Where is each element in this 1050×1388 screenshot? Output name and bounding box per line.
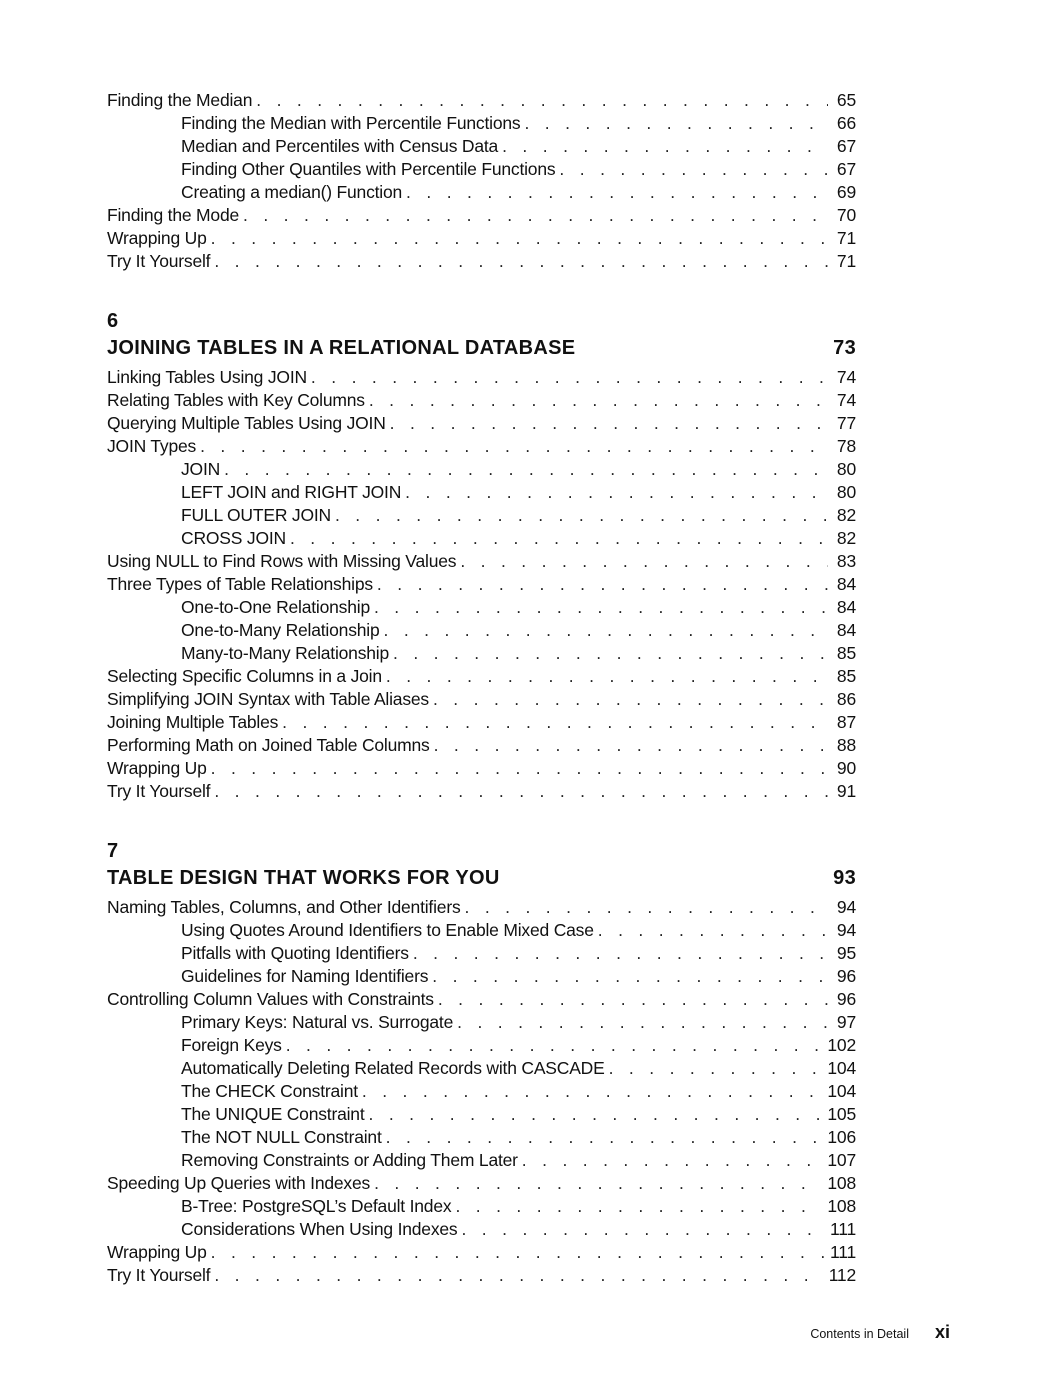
toc-entry-title: Finding Other Quantiles with Percentile Functions [181,159,556,179]
dot-leader [290,527,828,550]
dot-leader [384,619,829,642]
toc-entry-title: Joining Multiple Tables [107,712,279,732]
toc-entry-title: Creating a median() Function [181,182,403,202]
toc-entry-title: Automatically Deleting Related Records with CASCADE [181,1058,605,1078]
dot-leader [455,1195,821,1218]
toc-entry-page: 108 [827,1196,856,1216]
toc-entry [107,504,856,527]
toc-entry-title: CROSS JOIN [181,528,286,548]
toc-entry-page: 80 [836,459,856,479]
chapter-title: JOINING TABLES IN A RELATIONAL DATABASE [107,337,576,359]
toc-entry-title: Wrapping Up [107,228,207,248]
toc-entry-page: 85 [836,666,856,686]
dot-leader [369,1103,822,1126]
toc-entry-title: Wrapping Up [107,758,207,778]
toc-entry-page: 104 [827,1058,856,1078]
toc-entry [107,757,856,780]
toc-entry-page: 66 [836,113,856,133]
dot-leader [211,757,828,780]
toc-entry-page: 94 [836,897,856,917]
toc-entry-page: 112 [828,1265,856,1285]
dot-leader [432,965,828,988]
chapter-heading [107,333,856,363]
toc-entry-page: 105 [827,1104,856,1124]
toc-entry-title: Many-to-Many Relationship [181,643,390,663]
toc-entry-title: Finding the Median [107,90,253,110]
dot-leader [598,919,828,942]
toc-entry-page: 95 [836,943,856,963]
toc-entry [107,1080,856,1103]
chapter-page-number: 73 [833,337,856,359]
toc-entry-title: Considerations When Using Indexes [181,1219,458,1239]
dot-leader [374,596,828,619]
dot-leader [393,642,828,665]
toc-entry [107,1241,856,1264]
running-footer-label: Contents in Detail [810,1327,909,1341]
toc-entry [107,250,856,273]
toc-entry-title: Performing Math on Joined Table Columns [107,735,430,755]
toc-entry [107,642,856,665]
toc-entry-page: 77 [836,413,856,433]
page-footer [810,1322,950,1343]
toc-entry-page: 74 [836,367,856,387]
toc-section [107,89,856,273]
toc-entry [107,942,856,965]
dot-leader [457,1011,828,1034]
toc-entry [107,366,856,389]
toc-entry-title: Wrapping Up [107,1242,207,1262]
toc-entry-title: Relating Tables with Key Columns [107,390,365,410]
dot-leader [377,573,828,596]
toc-entry [107,1172,856,1195]
toc-entry-page: 84 [836,574,856,594]
toc-entry-title: Try It Yourself [107,251,211,271]
dot-leader [406,181,828,204]
toc-entry-title: FULL OUTER JOIN [181,505,331,525]
toc-entry [107,780,856,803]
toc-entry-page: 84 [836,620,856,640]
toc-section [107,839,856,1287]
dot-leader [282,711,828,734]
dot-leader [214,1264,822,1287]
dot-leader [609,1057,822,1080]
chapter-number: 7 [107,840,119,862]
dot-leader [405,481,828,504]
dot-leader [390,412,828,435]
toc-entry-page: 85 [836,643,856,663]
toc-entry [107,135,856,158]
toc-entry [107,227,856,250]
toc-entry-page: 82 [836,528,856,548]
dot-leader [362,1080,821,1103]
toc-entry-page: 96 [836,989,856,1009]
toc-entry-page: 88 [836,735,856,755]
dot-leader [438,988,828,1011]
dot-leader [386,1126,822,1149]
toc-entry-title: JOIN [181,459,221,479]
toc-entry-title: Median and Percentiles with Census Data [181,136,499,156]
toc-entry-title: JOIN Types [107,436,197,456]
dot-leader [243,204,828,227]
toc-entry-title: One-to-One Relationship [181,597,370,617]
chapter-page-number: 93 [833,867,856,889]
toc-entry-title: Try It Yourself [107,1265,211,1285]
toc-entry-page: 97 [836,1012,856,1032]
dot-leader [311,366,828,389]
toc-entry [107,596,856,619]
dot-leader [502,135,828,158]
toc-entry [107,1034,856,1057]
toc-entry-page: 71 [836,251,856,271]
toc-entry-title: The CHECK Constraint [181,1081,358,1101]
toc-entry-page: 111 [829,1219,856,1239]
toc-entry-title: Simplifying JOIN Syntax with Table Aliases [107,689,429,709]
toc-entry-page: 108 [827,1173,856,1193]
toc-entry-page: 67 [836,136,856,156]
toc-entry-title: Pitfalls with Quoting Identifiers [181,943,409,963]
toc-entry [107,965,856,988]
toc-entry-title: Finding the Median with Percentile Functions [181,113,521,133]
dot-leader [460,550,828,573]
toc-entry [107,112,856,135]
toc-entry-page: 70 [836,205,856,225]
toc-entry [107,527,856,550]
dot-leader [465,896,829,919]
toc-entry [107,1103,856,1126]
toc-entry-page: 78 [836,436,856,456]
toc-entry [107,204,856,227]
toc-entry-title: Using Quotes Around Identifiers to Enable Mixed Case [181,920,594,940]
toc-entry-page: 87 [836,712,856,732]
toc-entry-title: One-to-Many Relationship [181,620,380,640]
toc-entry [107,734,856,757]
dot-leader [256,89,828,112]
toc-entry-page: 65 [836,90,856,110]
toc-entry [107,181,856,204]
toc-entry-page: 74 [836,390,856,410]
toc-entry [107,1195,856,1218]
toc-entry [107,573,856,596]
toc-entry-page: 106 [827,1127,856,1147]
toc-entry-page: 71 [836,228,856,248]
toc-entry-page: 69 [836,182,856,202]
dot-leader [211,1241,824,1264]
toc-entry-page: 84 [836,597,856,617]
toc-entry-title: Selecting Specific Columns in a Join [107,666,382,686]
toc-entry-title: Linking Tables Using JOIN [107,367,307,387]
toc-entry-page: 104 [827,1081,856,1101]
toc-entry-title: Using NULL to Find Rows with Missing Values [107,551,457,571]
table-of-contents [107,89,856,1287]
toc-entry-page: 80 [836,482,856,502]
toc-entry-page: 91 [836,781,856,801]
toc-entry-title: Guidelines for Naming Identifiers [181,966,429,986]
toc-entry-page: 111 [829,1242,856,1262]
toc-entry-page: 96 [836,966,856,986]
toc-entry [107,988,856,1011]
toc-entry-title: Querying Multiple Tables Using JOIN [107,413,386,433]
dot-leader [413,942,828,965]
dot-leader [461,1218,824,1241]
chapter-heading [107,863,856,893]
toc-entry [107,89,856,112]
chapter-number: 6 [107,310,119,332]
toc-entry-page: 107 [827,1150,856,1170]
dot-leader [214,250,828,273]
toc-entry-title: LEFT JOIN and RIGHT JOIN [181,482,402,502]
dot-leader [224,458,828,481]
toc-entry [107,688,856,711]
toc-entry [107,896,856,919]
dot-leader [214,780,828,803]
toc-entry [107,1057,856,1080]
dot-leader [369,389,828,412]
toc-entry-title: Speeding Up Queries with Indexes [107,1173,371,1193]
page-number: xi [934,1322,950,1342]
toc-entry [107,1149,856,1172]
toc-entry-title: Primary Keys: Natural vs. Surrogate [181,1012,454,1032]
toc-section [107,309,856,803]
toc-entry [107,481,856,504]
toc-entry-title: Naming Tables, Columns, and Other Identifiers [107,897,461,917]
toc-entry [107,665,856,688]
toc-entry-title: Three Types of Table Relationships [107,574,373,594]
toc-entry-page: 102 [827,1035,856,1055]
dot-leader [200,435,828,458]
toc-entry [107,435,856,458]
toc-entry [107,1126,856,1149]
toc-entry-page: 90 [836,758,856,778]
toc-entry-page: 83 [836,551,856,571]
toc-entry [107,412,856,435]
dot-leader [374,1172,821,1195]
toc-entry-page: 94 [836,920,856,940]
toc-entry [107,458,856,481]
dot-leader [522,1149,822,1172]
toc-entry [107,1218,856,1241]
toc-entry [107,1011,856,1034]
dot-leader [524,112,828,135]
dot-leader [434,734,828,757]
toc-entry-page: 86 [836,689,856,709]
dot-leader [286,1034,822,1057]
toc-entry [107,711,856,734]
dot-leader [335,504,828,527]
toc-entry-page: 67 [836,159,856,179]
toc-entry [107,389,856,412]
toc-entry-title: Removing Constraints or Adding Them Later [181,1150,518,1170]
toc-entry-page: 82 [836,505,856,525]
toc-entry-title: Foreign Keys [181,1035,282,1055]
toc-entry-title: Controlling Column Values with Constraints [107,989,434,1009]
dot-leader [559,158,828,181]
toc-entry [107,919,856,942]
dot-leader [433,688,828,711]
dot-leader [386,665,828,688]
toc-entry-title: The NOT NULL Constraint [181,1127,382,1147]
toc-entry [107,158,856,181]
toc-entry-title: Try It Yourself [107,781,211,801]
toc-entry [107,550,856,573]
toc-entry [107,619,856,642]
chapter-title: TABLE DESIGN THAT WORKS FOR YOU [107,867,500,889]
toc-entry-title: Finding the Mode [107,205,240,225]
toc-entry-title: The UNIQUE Constraint [181,1104,365,1124]
dot-leader [211,227,828,250]
toc-entry-title: B-Tree: PostgreSQL’s Default Index [181,1196,452,1216]
toc-entry [107,1264,856,1287]
